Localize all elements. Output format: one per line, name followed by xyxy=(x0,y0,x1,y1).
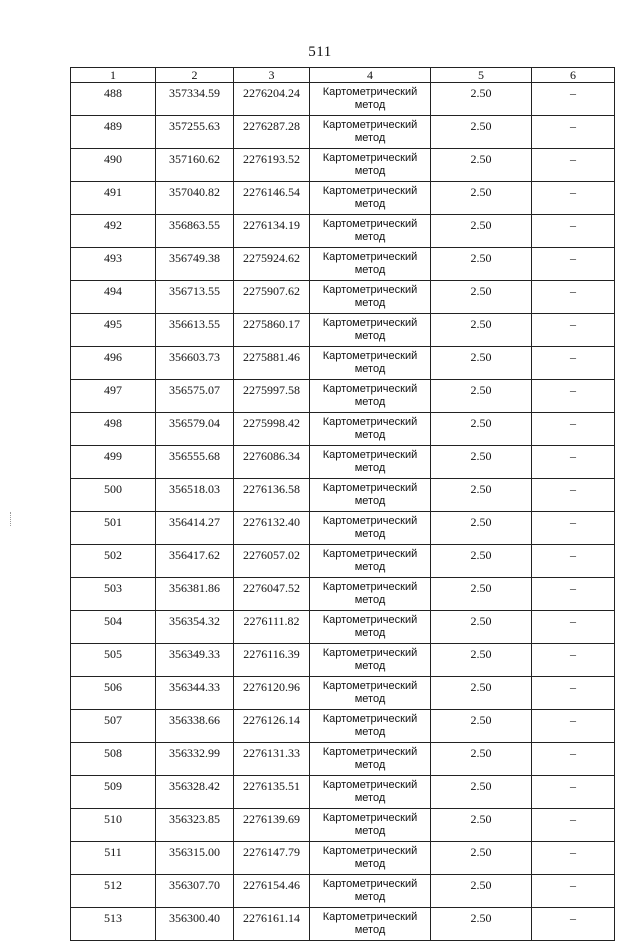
accuracy-cell: 2.50 xyxy=(431,842,532,875)
method-line-2: метод xyxy=(354,330,386,342)
y-coordinate-cell: 2276047.52 xyxy=(234,578,310,611)
y-coordinate-cell: 2275997.58 xyxy=(234,380,310,413)
method-cell xyxy=(310,611,431,644)
header-col-4: 4 xyxy=(310,68,431,83)
x-coordinate-cell: 356713.55 xyxy=(156,281,234,314)
method-cell xyxy=(310,314,431,347)
method-line-2: метод xyxy=(354,825,386,837)
table-row xyxy=(71,116,615,149)
accuracy-cell: 2.50 xyxy=(431,413,532,446)
point-number-cell: 503 xyxy=(71,578,156,611)
method-line-1: Картометрический xyxy=(322,812,418,824)
note-cell: – xyxy=(532,248,615,281)
method-line-1: Картометрический xyxy=(322,515,418,527)
accuracy-cell: 2.50 xyxy=(431,908,532,941)
method-line-1: Картометрический xyxy=(322,911,418,923)
x-coordinate-cell: 356414.27 xyxy=(156,512,234,545)
table-row xyxy=(71,149,615,182)
method-cell xyxy=(310,776,431,809)
point-number-cell: 501 xyxy=(71,512,156,545)
accuracy-cell: 2.50 xyxy=(431,776,532,809)
accuracy-cell: 2.50 xyxy=(431,710,532,743)
method-line-1: Картометрический xyxy=(322,152,418,164)
method-line-2: метод xyxy=(354,99,386,111)
note-cell: – xyxy=(532,545,615,578)
x-coordinate-cell: 356332.99 xyxy=(156,743,234,776)
method-cell xyxy=(310,809,431,842)
note-cell: – xyxy=(532,149,615,182)
x-coordinate-cell: 356575.07 xyxy=(156,380,234,413)
table-row xyxy=(71,875,615,908)
table-row xyxy=(71,908,615,941)
table-row xyxy=(71,710,615,743)
point-number-cell: 491 xyxy=(71,182,156,215)
method-line-1: Картометрический xyxy=(322,251,418,263)
note-cell: – xyxy=(532,908,615,941)
point-number-cell: 511 xyxy=(71,842,156,875)
accuracy-cell: 2.50 xyxy=(431,611,532,644)
accuracy-cell: 2.50 xyxy=(431,83,532,116)
method-cell xyxy=(310,908,431,941)
method-line-1: Картометрический xyxy=(322,878,418,890)
point-number-cell: 499 xyxy=(71,446,156,479)
point-number-cell: 498 xyxy=(71,413,156,446)
point-number-cell: 508 xyxy=(71,743,156,776)
x-coordinate-cell: 357334.59 xyxy=(156,83,234,116)
x-coordinate-cell: 357040.82 xyxy=(156,182,234,215)
x-coordinate-cell: 356381.86 xyxy=(156,578,234,611)
method-cell xyxy=(310,677,431,710)
method-line-2: метод xyxy=(354,561,386,573)
note-cell: – xyxy=(532,116,615,149)
method-line-1: Картометрический xyxy=(322,680,418,692)
y-coordinate-cell: 2276120.96 xyxy=(234,677,310,710)
method-line-2: метод xyxy=(354,726,386,738)
method-line-2: метод xyxy=(354,594,386,606)
table-row xyxy=(71,512,615,545)
method-line-2: метод xyxy=(354,264,386,276)
table-row xyxy=(71,545,615,578)
table-row xyxy=(71,248,615,281)
accuracy-cell: 2.50 xyxy=(431,182,532,215)
header-col-3: 3 xyxy=(234,68,310,83)
header-col-5: 5 xyxy=(431,68,532,83)
method-cell xyxy=(310,347,431,380)
accuracy-cell: 2.50 xyxy=(431,347,532,380)
method-cell xyxy=(310,248,431,281)
method-cell xyxy=(310,83,431,116)
method-line-1: Картометрический xyxy=(322,86,418,98)
note-cell: – xyxy=(532,710,615,743)
method-cell xyxy=(310,743,431,776)
note-cell: – xyxy=(532,215,615,248)
x-coordinate-cell: 356315.00 xyxy=(156,842,234,875)
y-coordinate-cell: 2276136.58 xyxy=(234,479,310,512)
method-line-2: метод xyxy=(354,165,386,177)
note-cell: – xyxy=(532,842,615,875)
x-coordinate-cell: 356307.70 xyxy=(156,875,234,908)
coordinates-table-container xyxy=(70,67,614,941)
table-row xyxy=(71,743,615,776)
note-cell: – xyxy=(532,677,615,710)
x-coordinate-cell: 356354.32 xyxy=(156,611,234,644)
method-line-2: метод xyxy=(354,858,386,870)
method-line-2: метод xyxy=(354,660,386,672)
method-line-2: метод xyxy=(354,396,386,408)
method-cell xyxy=(310,413,431,446)
method-line-2: метод xyxy=(354,495,386,507)
y-coordinate-cell: 2276134.19 xyxy=(234,215,310,248)
method-line-2: метод xyxy=(354,528,386,540)
table-header-row xyxy=(71,68,615,83)
x-coordinate-cell: 356349.33 xyxy=(156,644,234,677)
method-line-2: метод xyxy=(354,924,386,936)
method-line-2: метод xyxy=(354,693,386,705)
table-row xyxy=(71,413,615,446)
method-cell xyxy=(310,182,431,215)
x-coordinate-cell: 356323.85 xyxy=(156,809,234,842)
note-cell: – xyxy=(532,380,615,413)
point-number-cell: 509 xyxy=(71,776,156,809)
x-coordinate-cell: 356555.68 xyxy=(156,446,234,479)
point-number-cell: 495 xyxy=(71,314,156,347)
method-line-2: метод xyxy=(354,759,386,771)
table-row xyxy=(71,611,615,644)
method-line-1: Картометрический xyxy=(322,647,418,659)
method-line-1: Картометрический xyxy=(322,614,418,626)
method-line-1: Картометрический xyxy=(322,119,418,131)
table-row xyxy=(71,215,615,248)
point-number-cell: 489 xyxy=(71,116,156,149)
accuracy-cell: 2.50 xyxy=(431,281,532,314)
method-line-2: метод xyxy=(354,792,386,804)
y-coordinate-cell: 2276057.02 xyxy=(234,545,310,578)
method-line-2: метод xyxy=(354,231,386,243)
table-row xyxy=(71,842,615,875)
note-cell: – xyxy=(532,611,615,644)
method-line-1: Картометрический xyxy=(322,746,418,758)
note-cell: – xyxy=(532,281,615,314)
point-number-cell: 492 xyxy=(71,215,156,248)
note-cell: – xyxy=(532,314,615,347)
y-coordinate-cell: 2275860.17 xyxy=(234,314,310,347)
method-line-1: Картометрический xyxy=(322,317,418,329)
accuracy-cell: 2.50 xyxy=(431,314,532,347)
note-cell: – xyxy=(532,512,615,545)
y-coordinate-cell: 2275907.62 xyxy=(234,281,310,314)
method-cell xyxy=(310,512,431,545)
accuracy-cell: 2.50 xyxy=(431,116,532,149)
method-cell xyxy=(310,215,431,248)
x-coordinate-cell: 356338.66 xyxy=(156,710,234,743)
method-line-1: Картометрический xyxy=(322,713,418,725)
method-cell xyxy=(310,545,431,578)
method-cell xyxy=(310,710,431,743)
note-cell: – xyxy=(532,644,615,677)
method-line-1: Картометрический xyxy=(322,779,418,791)
y-coordinate-cell: 2276111.82 xyxy=(234,611,310,644)
method-line-1: Картометрический xyxy=(322,218,418,230)
accuracy-cell: 2.50 xyxy=(431,446,532,479)
method-cell xyxy=(310,644,431,677)
note-cell: – xyxy=(532,182,615,215)
method-cell xyxy=(310,380,431,413)
x-coordinate-cell: 356518.03 xyxy=(156,479,234,512)
point-number-cell: 504 xyxy=(71,611,156,644)
y-coordinate-cell: 2276086.34 xyxy=(234,446,310,479)
method-cell xyxy=(310,875,431,908)
table-row xyxy=(71,182,615,215)
point-number-cell: 505 xyxy=(71,644,156,677)
note-cell: – xyxy=(532,578,615,611)
method-line-2: метод xyxy=(354,198,386,210)
table-row xyxy=(71,776,615,809)
point-number-cell: 506 xyxy=(71,677,156,710)
method-line-2: метод xyxy=(354,891,386,903)
method-line-1: Картометрический xyxy=(322,416,418,428)
y-coordinate-cell: 2276161.14 xyxy=(234,908,310,941)
table-row xyxy=(71,281,615,314)
point-number-cell: 512 xyxy=(71,875,156,908)
note-cell: – xyxy=(532,347,615,380)
x-coordinate-cell: 357160.62 xyxy=(156,149,234,182)
method-line-2: метод xyxy=(354,462,386,474)
table-body xyxy=(71,83,615,941)
x-coordinate-cell: 357255.63 xyxy=(156,116,234,149)
y-coordinate-cell: 2276135.51 xyxy=(234,776,310,809)
x-coordinate-cell: 356417.62 xyxy=(156,545,234,578)
method-cell xyxy=(310,281,431,314)
table-row xyxy=(71,446,615,479)
note-cell: – xyxy=(532,809,615,842)
note-cell: – xyxy=(532,83,615,116)
table-row xyxy=(71,380,615,413)
method-line-2: метод xyxy=(354,132,386,144)
y-coordinate-cell: 2276204.24 xyxy=(234,83,310,116)
accuracy-cell: 2.50 xyxy=(431,875,532,908)
point-number-cell: 490 xyxy=(71,149,156,182)
x-coordinate-cell: 356749.38 xyxy=(156,248,234,281)
note-cell: – xyxy=(532,479,615,512)
y-coordinate-cell: 2276193.52 xyxy=(234,149,310,182)
coordinates-table xyxy=(70,67,615,941)
y-coordinate-cell: 2276287.28 xyxy=(234,116,310,149)
x-coordinate-cell: 356613.55 xyxy=(156,314,234,347)
y-coordinate-cell: 2275998.42 xyxy=(234,413,310,446)
table-row xyxy=(71,644,615,677)
method-line-1: Картометрический xyxy=(322,845,418,857)
x-coordinate-cell: 356344.33 xyxy=(156,677,234,710)
method-line-2: метод xyxy=(354,627,386,639)
accuracy-cell: 2.50 xyxy=(431,809,532,842)
y-coordinate-cell: 2276154.46 xyxy=(234,875,310,908)
point-number-cell: 496 xyxy=(71,347,156,380)
point-number-cell: 488 xyxy=(71,83,156,116)
x-coordinate-cell: 356579.04 xyxy=(156,413,234,446)
note-cell: – xyxy=(532,875,615,908)
scan-artifact-mark xyxy=(10,512,12,526)
header-col-6: 6 xyxy=(532,68,615,83)
method-cell xyxy=(310,479,431,512)
method-line-2: метод xyxy=(354,429,386,441)
method-cell xyxy=(310,149,431,182)
table-row xyxy=(71,809,615,842)
note-cell: – xyxy=(532,413,615,446)
point-number-cell: 494 xyxy=(71,281,156,314)
method-line-1: Картометрический xyxy=(322,383,418,395)
accuracy-cell: 2.50 xyxy=(431,248,532,281)
y-coordinate-cell: 2276116.39 xyxy=(234,644,310,677)
method-cell xyxy=(310,842,431,875)
accuracy-cell: 2.50 xyxy=(431,380,532,413)
accuracy-cell: 2.50 xyxy=(431,677,532,710)
table-row xyxy=(71,347,615,380)
table-row xyxy=(71,314,615,347)
point-number-cell: 510 xyxy=(71,809,156,842)
method-line-2: метод xyxy=(354,363,386,375)
y-coordinate-cell: 2276139.69 xyxy=(234,809,310,842)
method-line-1: Картометрический xyxy=(322,449,418,461)
accuracy-cell: 2.50 xyxy=(431,644,532,677)
point-number-cell: 507 xyxy=(71,710,156,743)
y-coordinate-cell: 2275924.62 xyxy=(234,248,310,281)
y-coordinate-cell: 2276146.54 xyxy=(234,182,310,215)
point-number-cell: 497 xyxy=(71,380,156,413)
method-line-1: Картометрический xyxy=(322,350,418,362)
note-cell: – xyxy=(532,743,615,776)
accuracy-cell: 2.50 xyxy=(431,215,532,248)
point-number-cell: 502 xyxy=(71,545,156,578)
x-coordinate-cell: 356328.42 xyxy=(156,776,234,809)
accuracy-cell: 2.50 xyxy=(431,479,532,512)
y-coordinate-cell: 2276147.79 xyxy=(234,842,310,875)
accuracy-cell: 2.50 xyxy=(431,545,532,578)
point-number-cell: 500 xyxy=(71,479,156,512)
y-coordinate-cell: 2276132.40 xyxy=(234,512,310,545)
accuracy-cell: 2.50 xyxy=(431,149,532,182)
method-line-1: Картометрический xyxy=(322,284,418,296)
method-line-1: Картометрический xyxy=(322,185,418,197)
note-cell: – xyxy=(532,776,615,809)
y-coordinate-cell: 2275881.46 xyxy=(234,347,310,380)
method-cell xyxy=(310,446,431,479)
x-coordinate-cell: 356863.55 xyxy=(156,215,234,248)
table-row xyxy=(71,677,615,710)
page-number: 511 xyxy=(308,44,332,60)
y-coordinate-cell: 2276126.14 xyxy=(234,710,310,743)
table-row xyxy=(71,83,615,116)
method-line-1: Картометрический xyxy=(322,482,418,494)
method-cell xyxy=(310,578,431,611)
x-coordinate-cell: 356603.73 xyxy=(156,347,234,380)
accuracy-cell: 2.50 xyxy=(431,512,532,545)
header-col-1: 1 xyxy=(71,68,156,83)
table-row xyxy=(71,479,615,512)
point-number-cell: 513 xyxy=(71,908,156,941)
header-col-2: 2 xyxy=(156,68,234,83)
point-number-cell: 493 xyxy=(71,248,156,281)
accuracy-cell: 2.50 xyxy=(431,743,532,776)
note-cell: – xyxy=(532,446,615,479)
y-coordinate-cell: 2276131.33 xyxy=(234,743,310,776)
accuracy-cell: 2.50 xyxy=(431,578,532,611)
method-line-1: Картометрический xyxy=(322,548,418,560)
method-line-2: метод xyxy=(354,297,386,309)
method-cell xyxy=(310,116,431,149)
x-coordinate-cell: 356300.40 xyxy=(156,908,234,941)
table-row xyxy=(71,578,615,611)
method-line-1: Картометрический xyxy=(322,581,418,593)
